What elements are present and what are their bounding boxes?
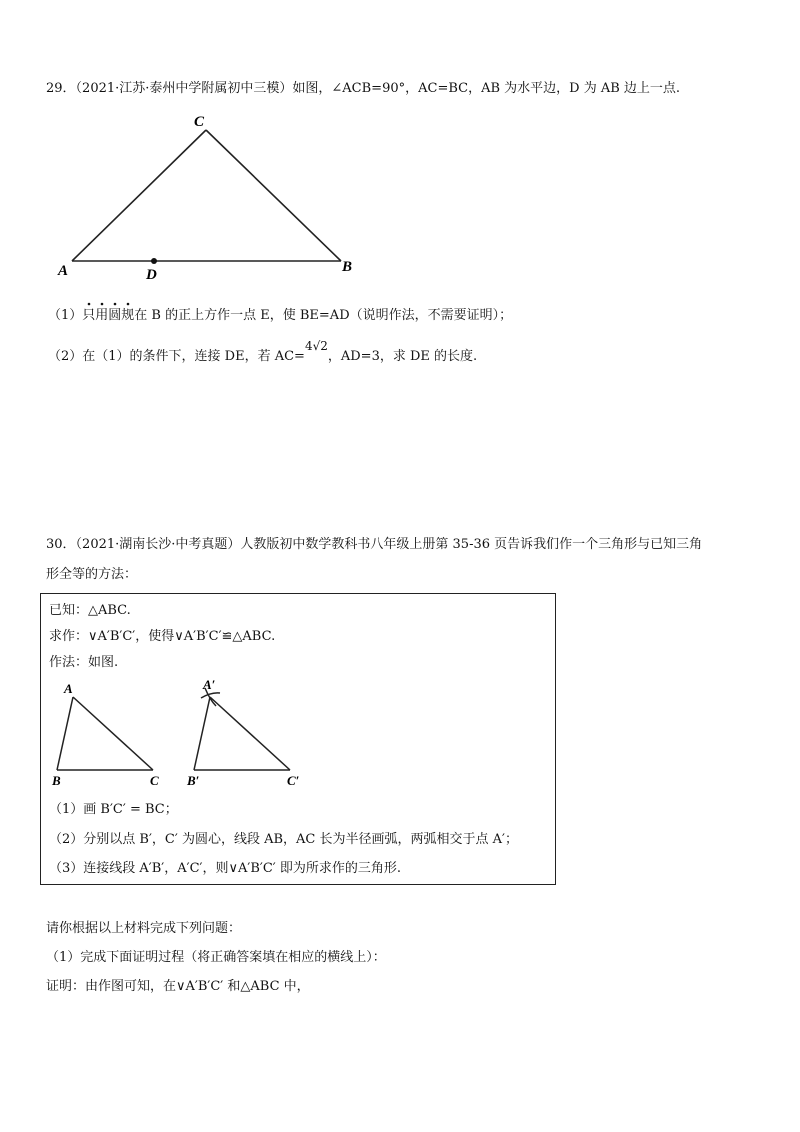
q29-part2-b: ，AD=3，求 DE 的长度. xyxy=(327,349,478,364)
step1-line: （1）画 B′C′ = BC； xyxy=(49,802,178,817)
known-line: 已知：△ABC. xyxy=(49,603,131,618)
right-label-a-prime: A′ xyxy=(203,677,216,692)
step2-line: （2）分别以点 B′，C′ 为圆心，线段 AB，AC 长为半径画弧，两弧相交于点 A′； xyxy=(49,832,518,847)
right-label-c-prime: C′ xyxy=(287,773,300,788)
left-label-b: B xyxy=(52,773,61,788)
after-line3: 证明：由作图可知，在∨A′B′C′ 和△ABC 中， xyxy=(46,979,310,994)
label-b: B xyxy=(342,259,353,275)
step3-line: （3）连接线段 A′B′，A′C′，则∨A′B′C′ 即为所求作的三角形. xyxy=(49,861,402,876)
after-line2: （1）完成下面证明过程（将正确答案填在相应的横线上）： xyxy=(46,950,386,965)
q29-stem: 29．（2021·江苏·泰州中学附属初中三模）如图，∠ACB=90°，AC=BC，AB 为水平边，D 为 AB 边上一点. xyxy=(46,81,681,96)
q29-part1-emphasis: 只用圆规 xyxy=(82,308,135,323)
label-c: C xyxy=(194,114,205,130)
after-line1: 请你根据以上材料完成下列问题： xyxy=(46,921,242,936)
q30-stem-line1: 30．（2021·湖南长沙·中考真题）人教版初中数学教科书八年级上册第 35-36 页告诉我们作一个三角形与已知三角 xyxy=(46,537,703,552)
q29-part1-prefix: （1） xyxy=(48,308,83,323)
left-label-a: A xyxy=(64,681,73,696)
left-label-c: C xyxy=(150,773,159,788)
seek-line: 求作：∨A′B′C′，使得∨A′B′C′≌△ABC. xyxy=(49,629,276,644)
right-label-b-prime: B′ xyxy=(187,773,200,788)
method-line: 作法：如图. xyxy=(49,655,119,670)
q29-part2-sqrt: 4√2 xyxy=(304,339,328,353)
label-a: A xyxy=(58,263,69,279)
q30-stem-line2: 形全等的方法： xyxy=(46,567,138,582)
label-d: D xyxy=(146,267,157,283)
q29-part2-a: （2）在（1）的条件下，连接 DE，若 AC= xyxy=(48,349,305,364)
q29-part1-rest: 在 B 的正上方作一点 E，使 BE=AD（说明作法，不需要证明）； xyxy=(134,308,513,323)
